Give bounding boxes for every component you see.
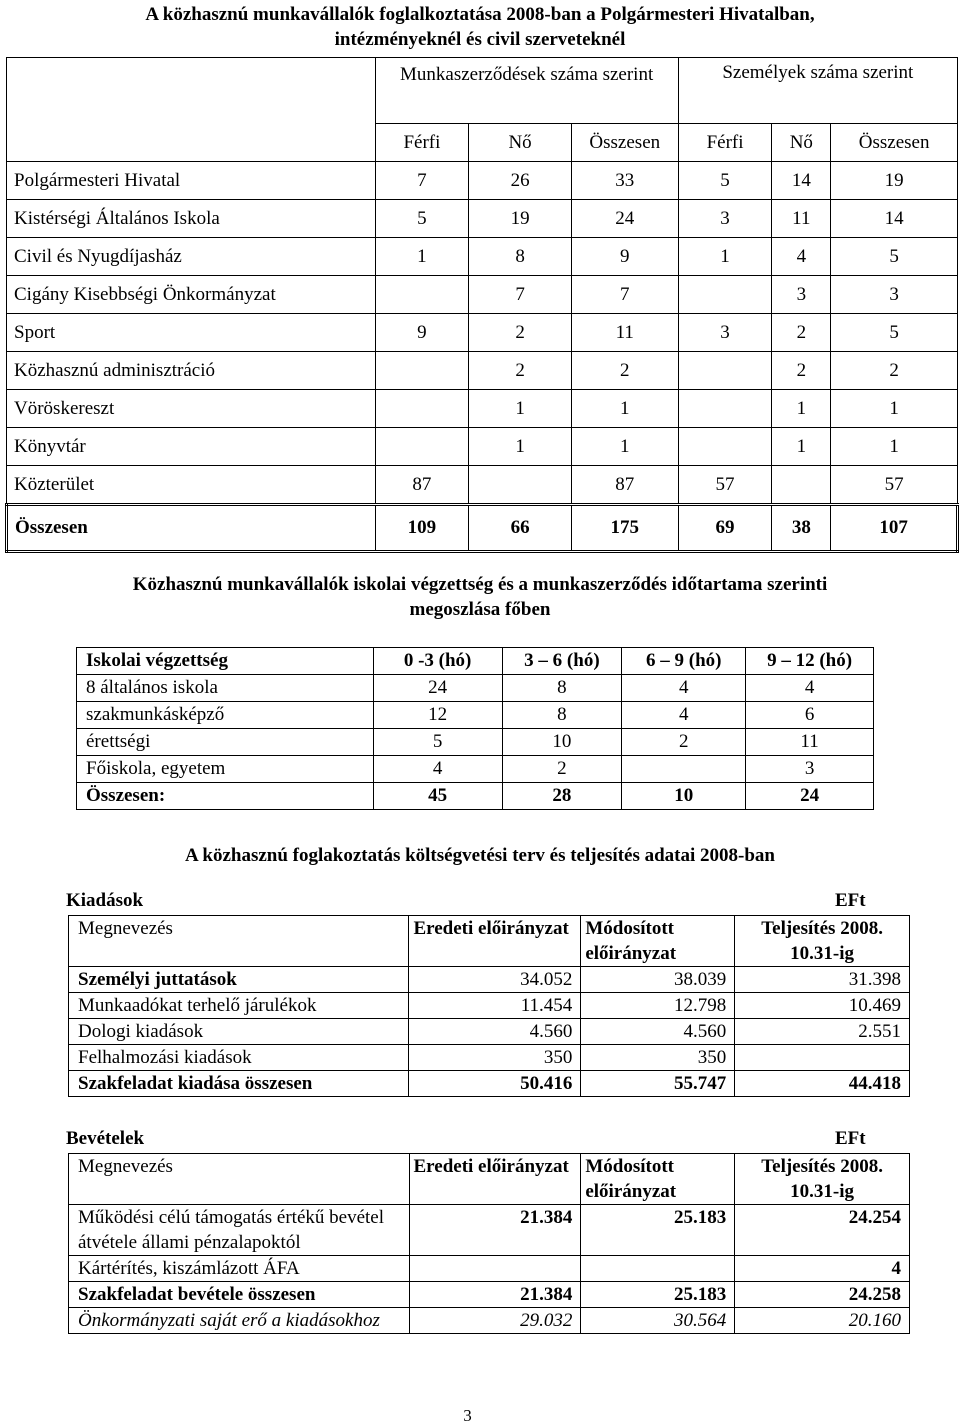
- cell: [375, 276, 469, 314]
- cell: 10.469: [735, 993, 910, 1019]
- row-label: Szakfeladat kiadása összesen: [69, 1071, 409, 1097]
- cell: 7: [375, 162, 469, 200]
- header-cell: Megnevezés: [69, 1154, 410, 1205]
- cell: [581, 1256, 735, 1282]
- cell: 3: [678, 314, 772, 352]
- cell: 24: [571, 200, 678, 238]
- title-line-2: intézményeknél és civil szerveteknél: [334, 29, 626, 50]
- table-row: [7, 466, 958, 505]
- table-row: [7, 352, 958, 390]
- cell: 2: [469, 314, 572, 352]
- cell: 21.384: [409, 1205, 581, 1256]
- cell: 24: [373, 675, 502, 702]
- cell: 5: [831, 314, 958, 352]
- cell: 2: [469, 352, 572, 390]
- cell: [735, 1045, 910, 1071]
- sub-header: Férfi: [375, 124, 469, 162]
- cell: 3: [678, 200, 772, 238]
- sub-header: Összesen: [571, 124, 678, 162]
- row-label: Önkormányzati saját erő a kiadásokhoz: [69, 1308, 410, 1334]
- cell: 2: [772, 352, 831, 390]
- cell: [678, 276, 772, 314]
- row-label: Kártérítés, kiszámlázott ÁFA: [69, 1256, 410, 1282]
- header-cell: 6 – 9 (hó): [622, 648, 746, 675]
- cell: 4.560: [581, 1019, 735, 1045]
- row-label: Személyi juttatások: [69, 967, 409, 993]
- cell: 3: [772, 276, 831, 314]
- cell: 5: [831, 238, 958, 276]
- cell: 1: [678, 238, 772, 276]
- education-table: [76, 647, 874, 810]
- cell: 11: [571, 314, 678, 352]
- cell: 28: [502, 783, 622, 810]
- cell: 87: [375, 466, 469, 505]
- header-cell: Teljesítés 2008. 10.31-ig: [735, 1154, 910, 1205]
- table-row: [7, 314, 958, 352]
- cell: 31.398: [735, 967, 910, 993]
- total-row: [77, 783, 874, 810]
- cell: 24.254: [735, 1205, 910, 1256]
- cell: 350: [409, 1045, 581, 1071]
- cell: 11.454: [409, 993, 581, 1019]
- cell: 34.052: [409, 967, 581, 993]
- cell: 4: [373, 756, 502, 783]
- sub-header: Összesen: [831, 124, 958, 162]
- title-line-1: Közhasznú munkavállalók iskolai végzettség és a munkaszerződés időtartama szerinti: [132, 574, 828, 595]
- table-row: [77, 729, 874, 756]
- table-row: [69, 1308, 910, 1334]
- cell: 4.560: [409, 1019, 581, 1045]
- table-row: [7, 276, 958, 314]
- cell: 1: [571, 428, 678, 466]
- cell: [622, 756, 746, 783]
- cell: 1: [831, 428, 958, 466]
- cell: 19: [831, 162, 958, 200]
- cell: 2.551: [735, 1019, 910, 1045]
- cell: 2: [772, 314, 831, 352]
- header-cell: 9 – 12 (hó): [746, 648, 874, 675]
- revenues-unit: EFt: [835, 1128, 866, 1149]
- cell: 3: [746, 756, 874, 783]
- cell: 6: [746, 702, 874, 729]
- cell: 10: [502, 729, 622, 756]
- table-row: [7, 162, 958, 200]
- group-header-contracts: Munkaszerződések száma szerint: [375, 58, 678, 124]
- row-label: Szakfeladat bevétele összesen: [69, 1282, 410, 1308]
- header-cell: Teljesítés 2008. 10.31-ig: [735, 916, 910, 967]
- cell: 19: [469, 200, 572, 238]
- cell: 69: [678, 505, 772, 552]
- row-label: Összesen:: [77, 783, 374, 810]
- cell: 87: [571, 466, 678, 505]
- sub-header: Férfi: [678, 124, 772, 162]
- row-label: Civil és Nyugdíjasház: [7, 238, 376, 276]
- row-label: Polgármesteri Hivatal: [7, 162, 376, 200]
- cell: 45: [373, 783, 502, 810]
- cell: 2: [571, 352, 678, 390]
- table-row: [69, 1019, 910, 1045]
- cell: [469, 466, 572, 505]
- cell: 14: [831, 200, 958, 238]
- cell: 50.416: [409, 1071, 581, 1097]
- cell: 1: [772, 428, 831, 466]
- cell: [678, 390, 772, 428]
- row-label: Összesen: [7, 505, 376, 552]
- employment-table: [5, 57, 959, 553]
- revenues-label: Bevételek: [66, 1128, 145, 1149]
- cell: 11: [772, 200, 831, 238]
- expenses-label: Kiadások: [66, 890, 144, 911]
- table-row: [69, 993, 910, 1019]
- cell: 8: [502, 675, 622, 702]
- cell: [678, 352, 772, 390]
- cell: 4: [772, 238, 831, 276]
- table-row: [7, 390, 958, 428]
- cell: 1: [772, 390, 831, 428]
- cell: 24.258: [735, 1282, 910, 1308]
- cell: 26: [469, 162, 572, 200]
- cell: 11: [746, 729, 874, 756]
- table-row: [77, 756, 874, 783]
- header-cell: Módosított előirányzat: [581, 916, 735, 967]
- cell: 8: [469, 238, 572, 276]
- cell: 2: [622, 729, 746, 756]
- cell: 12.798: [581, 993, 735, 1019]
- table-row: [69, 1256, 910, 1282]
- cell: 109: [375, 505, 469, 552]
- cell: [409, 1256, 581, 1282]
- row-label: Kistérségi Általános Iskola: [7, 200, 376, 238]
- cell: 21.384: [409, 1282, 581, 1308]
- row-label: Vöröskereszt: [7, 390, 376, 428]
- cell: 4: [622, 675, 746, 702]
- row-label: Működési célú támogatás értékű bevétel átvétele állami pénzalapoktól: [69, 1205, 410, 1256]
- table-row: [7, 428, 958, 466]
- cell: [772, 466, 831, 505]
- cell: 9: [571, 238, 678, 276]
- page-number: 3: [463, 1406, 472, 1425]
- row-label: Munkaadókat terhelő járulékok: [69, 993, 409, 1019]
- section-title-budget: A közhasznú foglakoztatás költségvetési terv és teljesítés adatai 2008-ban: [184, 845, 775, 866]
- cell: [375, 390, 469, 428]
- cell: 350: [581, 1045, 735, 1071]
- row-label: Főiskola, egyetem: [77, 756, 374, 783]
- cell: 1: [831, 390, 958, 428]
- sub-header: Nő: [469, 124, 572, 162]
- row-label: Könyvtár: [7, 428, 376, 466]
- cell: 8: [502, 702, 622, 729]
- table-row: [69, 1205, 910, 1256]
- cell: [375, 352, 469, 390]
- header-cell: 0 -3 (hó): [373, 648, 502, 675]
- cell: 1: [571, 390, 678, 428]
- table-row: [69, 1071, 910, 1097]
- title-line-2: megoszlása főben: [409, 599, 551, 620]
- cell: 9: [375, 314, 469, 352]
- cell: 4: [622, 702, 746, 729]
- cell: 175: [571, 505, 678, 552]
- cell: 57: [831, 466, 958, 505]
- cell: 7: [571, 276, 678, 314]
- cell: 5: [678, 162, 772, 200]
- row-label: érettségi: [77, 729, 374, 756]
- row-label: szakmunkásképző: [77, 702, 374, 729]
- row-label: 8 általános iskola: [77, 675, 374, 702]
- header-cell: Iskolai végzettség: [77, 648, 374, 675]
- header-cell: Módosított előirányzat: [581, 1154, 735, 1205]
- header-cell: 3 – 6 (hó): [502, 648, 622, 675]
- blank-header-cell: [7, 58, 376, 162]
- row-label: Közhasznú adminisztráció: [7, 352, 376, 390]
- cell: 24: [746, 783, 874, 810]
- table-row: [69, 1045, 910, 1071]
- cell: 25.183: [581, 1282, 735, 1308]
- table-row: [69, 1282, 910, 1308]
- cell: 107: [831, 505, 958, 552]
- cell: 1: [469, 390, 572, 428]
- cell: 38: [772, 505, 831, 552]
- cell: 12: [373, 702, 502, 729]
- expenses-table: [68, 915, 910, 1097]
- group-header-persons: Személyek száma szerint: [678, 58, 957, 124]
- cell: 20.160: [735, 1308, 910, 1334]
- table-row: [69, 967, 910, 993]
- cell: 29.032: [409, 1308, 581, 1334]
- row-label: Közterület: [7, 466, 376, 505]
- cell: 5: [375, 200, 469, 238]
- total-row: [7, 505, 958, 552]
- cell: 1: [469, 428, 572, 466]
- cell: 44.418: [735, 1071, 910, 1097]
- cell: 2: [502, 756, 622, 783]
- sub-header: Nő: [772, 124, 831, 162]
- cell: 10: [622, 783, 746, 810]
- row-label: Cigány Kisebbségi Önkormányzat: [7, 276, 376, 314]
- cell: 66: [469, 505, 572, 552]
- table-row: [77, 675, 874, 702]
- row-label: Dologi kiadások: [69, 1019, 409, 1045]
- cell: 38.039: [581, 967, 735, 993]
- cell: 55.747: [581, 1071, 735, 1097]
- revenues-table: [68, 1153, 910, 1334]
- header-cell: Eredeti előirányzat: [409, 1154, 581, 1205]
- cell: 2: [831, 352, 958, 390]
- header-cell: Eredeti előirányzat: [409, 916, 581, 967]
- expenses-unit: EFt: [835, 890, 866, 911]
- cell: 7: [469, 276, 572, 314]
- cell: 57: [678, 466, 772, 505]
- title-line-1: A közhasznú munkavállalók foglalkoztatása 2008-ban a Polgármesteri Hivatalban,: [145, 4, 815, 25]
- cell: [678, 428, 772, 466]
- cell: 33: [571, 162, 678, 200]
- cell: 30.564: [581, 1308, 735, 1334]
- table-row: [7, 200, 958, 238]
- section-title-education: [0, 572, 960, 622]
- cell: 5: [373, 729, 502, 756]
- table-row: [77, 702, 874, 729]
- cell: 4: [735, 1256, 910, 1282]
- row-label: Sport: [7, 314, 376, 352]
- cell: 14: [772, 162, 831, 200]
- table-row: [7, 238, 958, 276]
- document-title: [0, 2, 960, 52]
- row-label: Felhalmozási kiadások: [69, 1045, 409, 1071]
- cell: 4: [746, 675, 874, 702]
- cell: [375, 428, 469, 466]
- cell: 1: [375, 238, 469, 276]
- header-cell: Megnevezés: [69, 916, 409, 967]
- cell: 3: [831, 276, 958, 314]
- cell: 25.183: [581, 1205, 735, 1256]
